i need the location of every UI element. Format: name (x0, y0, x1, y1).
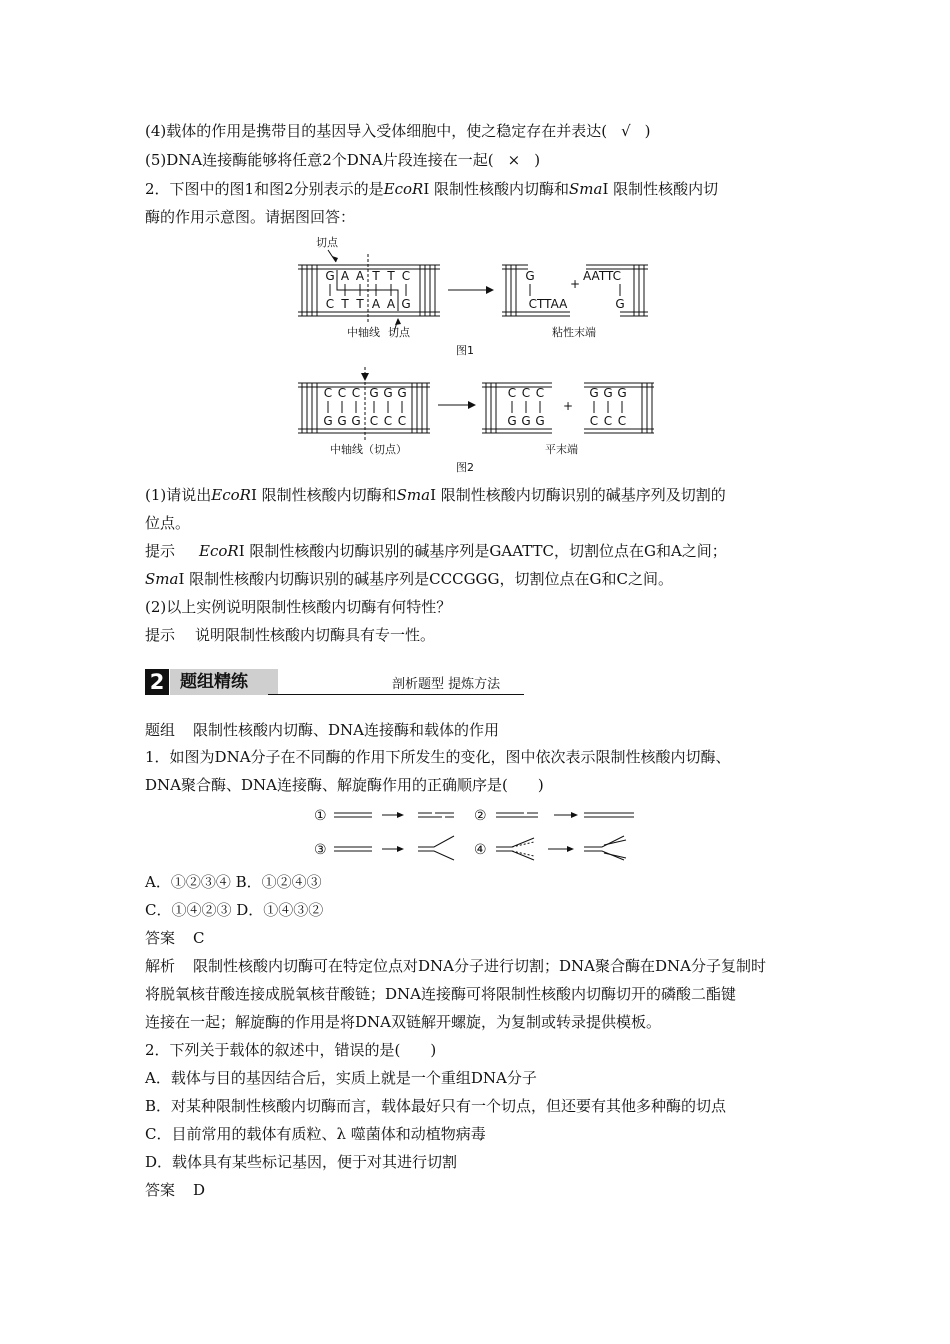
fig2-right-bottom-base: C (589, 414, 599, 428)
fig2-left-top-base: C (535, 386, 545, 400)
fig2-bottom-base: C (369, 414, 379, 428)
fig2-bottom-base: G (337, 414, 347, 428)
fig2-top-base: C (323, 386, 333, 400)
fig1-top-base: A (340, 269, 350, 283)
fig1-axis-label: 中轴线 (347, 326, 380, 339)
q1-options-ab: A．①②③④ B．①②④③ (145, 873, 322, 891)
q2-option-d: D．载体具有某些标记基因，便于对其进行切割 (145, 1153, 458, 1171)
fig2-left-bottom-base: G (521, 414, 531, 428)
fig3-label-4: ④ (474, 842, 487, 858)
fig2-bottom-base: C (397, 414, 407, 428)
problem-group-heading: 题组 限制性核酸内切酶、DNA连接酶和载体的作用 (145, 721, 500, 739)
fig2-left-top-base: C (507, 386, 517, 400)
question-2-1-line2: 位点。 (145, 514, 191, 532)
figure-1-ecori-diagram (290, 232, 660, 357)
fig1-bottom-base: A (371, 297, 381, 311)
question-2-intro-line1: 2．下图中的图1和图2分别表示的是EcoRⅠ 限制性核酸内切酶和SmaⅠ 限制性核酸内切 (145, 180, 719, 198)
section-title: 题组精练 (170, 669, 278, 695)
fig1-cut-label-bottom: 切点 (388, 326, 410, 339)
fig1-top-base: T (387, 269, 395, 283)
statement-5: (5)DNA连接酶能够将任意2个DNA片段连接在一起( × ) (145, 151, 541, 169)
fig1-right-fragment-top: AATTC (583, 269, 621, 283)
fig1-top-base: T (372, 269, 380, 283)
fig2-right-top-base: G (589, 386, 599, 400)
q1-options-cd: C．①④②③ D．①④③② (145, 901, 324, 919)
fig1-bottom-base: T (356, 297, 364, 311)
q2-stem: 2．下列关于载体的叙述中，错误的是( ) (145, 1041, 437, 1059)
fig1-sticky-end-label: 粘性末端 (552, 326, 596, 339)
question-2-2: (2)以上实例说明限制性核酸内切酶有何特性？ (145, 598, 452, 616)
figure-2-smai-diagram (290, 363, 660, 475)
section-number-badge: 2 (145, 669, 169, 695)
fig3-label-2: ② (474, 808, 487, 824)
section-subtitle: 剖析题型 提炼方法 (392, 677, 501, 692)
fig1-top-base: G (325, 269, 335, 283)
cross-mark: × (507, 151, 521, 169)
fig1-top-base: C (401, 269, 411, 283)
hint-2: 提示 说明限制性核酸内切酶具有专一性。 (145, 626, 436, 644)
fig2-blunt-end-label: 平末端 (545, 443, 578, 456)
question-2-intro-line2: 酶的作用示意图。请据图回答： (145, 208, 356, 226)
fig2-top-base: G (369, 386, 379, 400)
q1-stem-line2: DNA聚合酶、DNA连接酶、解旋酶作用的正确顺序是( ) (145, 776, 544, 794)
fig2-right-bottom-base: C (617, 414, 627, 428)
statement-4: (4)载体的作用是携带目的基因导入受体细胞中，使之稳定存在并表达( √ ) (145, 122, 651, 140)
fig3-label-1: ① (314, 808, 327, 824)
figure-enzyme-actions (312, 804, 642, 862)
hint-1-line1: 提示 EcoRⅠ 限制性核酸内切酶识别的碱基序列是GAATTC，切割位点在G和A之间； (145, 542, 727, 560)
q1-answer: 答案 C (145, 929, 205, 947)
fig2-top-base: G (397, 386, 407, 400)
section-divider (268, 694, 524, 695)
fig1-left-fragment-top: G (525, 269, 535, 283)
fig2-caption: 图2 (456, 461, 474, 474)
fig2-axis-label: 中轴线（切点） (330, 443, 407, 456)
question-2-1-line1: (1)请说出EcoRⅠ 限制性核酸内切酶和SmaⅠ 限制性核酸内切酶识别的碱基序列及切割的 (145, 486, 726, 504)
fig3-label-3: ③ (314, 842, 327, 858)
hint-1-line2: SmaⅠ 限制性核酸内切酶识别的碱基序列是CCCGGG，切割位点在G和C之间。 (145, 570, 673, 588)
fig1-right-fragment-bottom: G (615, 297, 625, 311)
fig2-left-bottom-base: G (507, 414, 517, 428)
fig2-right-top-base: G (617, 386, 627, 400)
q2-option-a: A．载体与目的基因结合后，实质上就是一个重组DNA分子 (145, 1069, 537, 1087)
fig1-caption: 图1 (456, 344, 474, 357)
fig2-top-base: C (351, 386, 361, 400)
fig1-plus: + (569, 277, 581, 291)
fig2-top-base: G (383, 386, 393, 400)
q2-option-b: B．对某种限制性核酸内切酶而言，载体最好只有一个切点，但还要有其他多种酶的切点 (145, 1097, 727, 1115)
q1-stem-line1: 1．如图为DNA分子在不同酶的作用下所发生的变化，图中依次表示限制性核酸内切酶、 (145, 748, 731, 766)
q2-answer: 答案 D (145, 1181, 206, 1199)
fig1-bottom-base: A (386, 297, 396, 311)
q1-analysis-line1: 解析 限制性核酸内切酶可在特定位点对DNA分子进行切割；DNA聚合酶在DNA分子复制时 (145, 957, 766, 975)
fig1-left-fragment-bottom: CTTAA (528, 297, 568, 311)
check-mark: √ (621, 122, 631, 140)
fig2-bottom-base: G (323, 414, 333, 428)
fig2-top-base: C (337, 386, 347, 400)
q2-option-c: C．目前常用的载体有质粒、λ 噬菌体和动植物病毒 (145, 1125, 486, 1143)
fig2-plus: + (562, 399, 574, 413)
q1-analysis-line3: 连接在一起；解旋酶的作用是将DNA双链解开螺旋，为复制或转录提供模板。 (145, 1013, 661, 1031)
fig2-left-bottom-base: G (535, 414, 545, 428)
fig2-right-bottom-base: C (603, 414, 613, 428)
q1-analysis-line2: 将脱氧核苷酸连接成脱氧核苷酸链；DNA连接酶可将限制性核酸内切酶切开的磷酸二酯键 (145, 985, 736, 1003)
fig1-bottom-base: G (401, 297, 411, 311)
fig2-right-top-base: G (603, 386, 613, 400)
fig1-cut-label-top: 切点 (316, 236, 338, 249)
fig1-bottom-base: C (325, 297, 335, 311)
fig2-bottom-base: C (383, 414, 393, 428)
fig1-top-base: A (355, 269, 365, 283)
fig2-left-top-base: C (521, 386, 531, 400)
fig2-bottom-base: G (351, 414, 361, 428)
fig1-bottom-base: T (341, 297, 349, 311)
